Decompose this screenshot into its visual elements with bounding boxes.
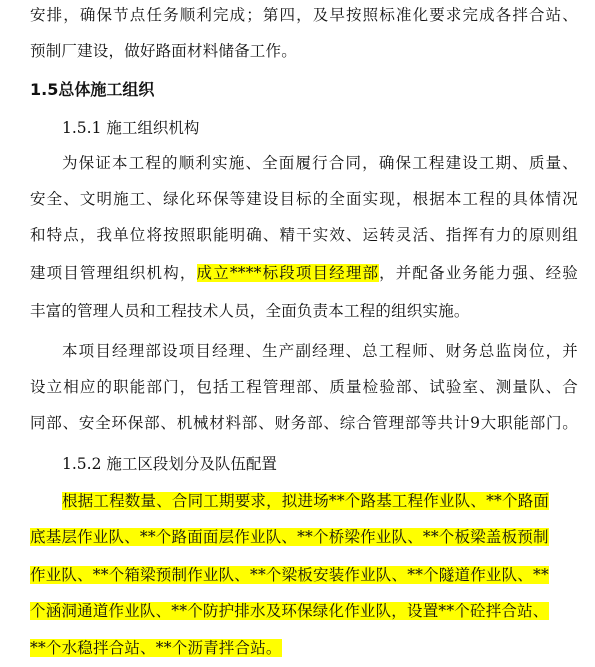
para1-line-2: 安全、文明施工、绿化环保等建设目标的全面实现，根据本工程的具体情况 <box>30 190 578 208</box>
subsection-heading-1-5-1: 1.5.1 施工组织机构 <box>62 119 200 137</box>
para3-line-3: 作业队、**个箱梁预制作业队、**个梁板安装作业队、**个隧道作业队、** <box>30 566 549 584</box>
para3-line-2-wrap <box>30 526 578 548</box>
para1-line-3: 和特点，我单位将按照职能明确、精干实效、运转灵活、指挥有力的原则组 <box>30 226 578 244</box>
section-heading: 1.5总体施工组织 <box>30 80 155 99</box>
para3-line-4: 个涵洞通道作业队、**个防护排水及环保绿化作业队，设置**个砼拌合站、 <box>30 602 549 620</box>
para2-line-2: 设立相应的职能部门，包括工程管理部、质量检验部、试验室、测量队、合 <box>30 378 578 396</box>
intro-line-2: 预制厂建设，做好路面材料储备工作。 <box>30 42 297 60</box>
para3-line-2: 底基层作业队、**个路面面层作业队、**个桥梁作业队、**个板梁盖板预制 <box>30 528 549 546</box>
para2-line-3: 同部、安全环保部、机械材料部、财务部、综合管理部等共计9大职能部门。 <box>30 414 578 432</box>
intro-line-1: 安排，确保节点任务顺利完成；第四，及早按照标准化要求完成各拌合站、 <box>30 6 578 24</box>
para3-line-1: 根据工程数量、合同工期要求，拟进场**个路基工程作业队、**个路面 <box>62 492 550 510</box>
subsection-heading-1-5-2: 1.5.2 施工区段划分及队伍配置 <box>62 455 277 473</box>
para1-line-4-pre: 建项目管理组织机构， <box>30 264 197 282</box>
para3-line-5: **个水稳拌合站、**个沥青拌合站。 <box>30 639 282 657</box>
para1-line-4 <box>30 262 578 284</box>
para3-line-1-wrap <box>62 490 578 512</box>
para1-line-4-post: ，并配备业务能力强、经验 <box>379 264 578 282</box>
para1-line-5: 丰富的管理人员和工程技术人员，全面负责本工程的组织实施。 <box>30 302 470 320</box>
para3-line-4-wrap <box>30 600 578 622</box>
para3-line-5-wrap <box>30 637 578 659</box>
para2-line-1: 本项目经理部设项目经理、生产副经理、总工程师、财务总监岗位，并 <box>62 342 578 360</box>
para1-line-1: 为保证本工程的顺利实施、全面履行合同，确保工程建设工期、质量、 <box>62 154 578 172</box>
para3-line-3-wrap <box>30 564 578 586</box>
highlighted-project-dept: 成立****标段项目经理部 <box>196 264 380 282</box>
